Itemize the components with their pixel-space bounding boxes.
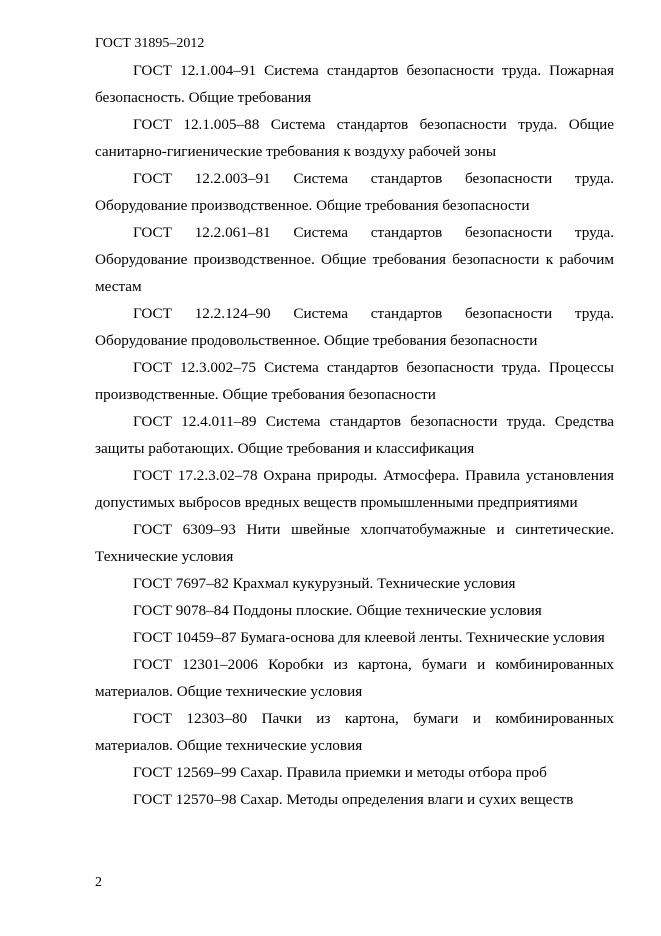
reference-item: ГОСТ 12303–80 Пачки из картона, бумаги и комбинированных материалов. Общие технические условия <box>95 710 614 754</box>
reference-item: ГОСТ 12.1.004–91 Система стандартов безопасности труда. Пожарная безопасность. Общие требования <box>95 62 614 106</box>
reference-item: ГОСТ 10459–87 Бумага-основа для клеевой ленты. Технические условия <box>133 629 605 646</box>
reference-item: ГОСТ 12301–2006 Коробки из картона, бумаги и комбинированных материалов. Общие технические условия <box>95 656 614 700</box>
reference-item: ГОСТ 17.2.3.02–78 Охрана природы. Атмосфера. Правила установления допустимых выбросов вредных веществ промышленными предприятиями <box>95 467 614 511</box>
reference-item: ГОСТ 6309–93 Нити швейные хлопчатобумажные и синтетические. Технические условия <box>95 521 614 565</box>
reference-item: ГОСТ 12.3.002–75 Система стандартов безопасности труда. Процессы производственные. Общие требования безопасности <box>95 359 614 403</box>
reference-item: ГОСТ 12.2.061–81 Система стандартов безопасности труда. Оборудование производственное. Общие требования безопасности к рабочим местам <box>95 224 614 295</box>
reference-item: ГОСТ 12570–98 Сахар. Методы определения влаги и сухих веществ <box>133 791 574 808</box>
reference-item: ГОСТ 12.1.005–88 Система стандартов безопасности труда. Общие санитарно-гигиенические требования к воздуху рабочей зоны <box>95 116 614 160</box>
reference-item: ГОСТ 9078–84 Поддоны плоские. Общие технические условия <box>133 602 542 619</box>
reference-item: ГОСТ 7697–82 Крахмал кукурузный. Технические условия <box>133 575 516 592</box>
reference-item: ГОСТ 12.4.011–89 Система стандартов безопасности труда. Средства защиты работающих. Общие требования и классификация <box>95 413 614 457</box>
reference-item: ГОСТ 12.2.003–91 Система стандартов безопасности труда. Оборудование производственное. Общие требования безопасности <box>95 170 614 214</box>
reference-item: ГОСТ 12.2.124–90 Система стандартов безопасности труда. Оборудование продовольственное. Общие требования безопасности <box>95 305 614 349</box>
page-number: 2 <box>95 875 102 890</box>
references-list <box>95 57 614 813</box>
page-header: ГОСТ 31895–2012 <box>95 36 205 51</box>
reference-item: ГОСТ 12569–99 Сахар. Правила приемки и методы отбора проб <box>133 764 547 781</box>
